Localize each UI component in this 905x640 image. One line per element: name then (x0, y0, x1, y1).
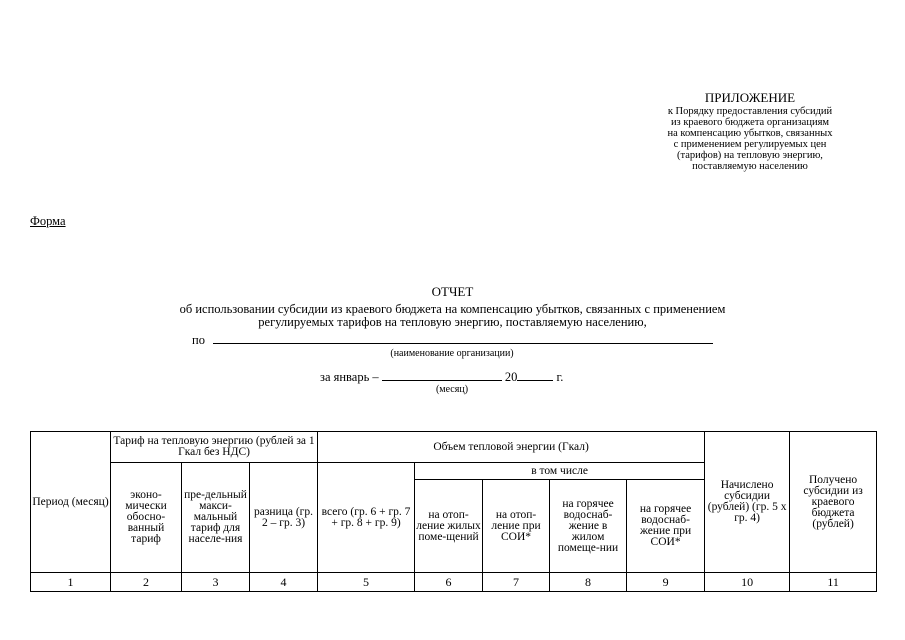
appendix-line: (тарифов) на тепловую энергию, (677, 150, 823, 161)
header-tariff-difference: разница (гр. 2 – гр. 3) (250, 463, 318, 573)
report-subtitle-line1: об использовании субсидии из краевого бюджета на компенсацию убытков, связанных с применением (179, 302, 726, 316)
period-line (320, 369, 563, 385)
header-volume-total: всего (гр. 6 + гр. 7 + гр. 8 + гр. 9) (318, 463, 415, 573)
organization-line (192, 333, 713, 348)
period-suffix: г. (556, 370, 564, 384)
column-number: 10 (705, 573, 790, 592)
report-subtitle-line2: регулируемых тарифов на тепловую энергию, поставляемую населению, (258, 315, 647, 329)
header-heating-soi: на отоп-ление при СОИ* (483, 480, 550, 573)
header-volume-group: Объем тепловой энергии (Гкал) (318, 432, 705, 463)
column-number: 11 (790, 573, 877, 592)
period-caption: (месяц) (435, 384, 469, 395)
appendix-title: ПРИЛОЖЕНИЕ (704, 90, 796, 105)
appendix-line: с применением регулируемых цен (673, 139, 827, 150)
header-hotwater-living: на горячее водоснаб-жение в жилом помеще-нии (550, 480, 627, 573)
appendix-block (560, 90, 905, 172)
column-number: 6 (415, 573, 483, 592)
column-number: 2 (111, 573, 182, 592)
header-received-subsidy: Получено субсидии из краевого бюджета (рублей) (790, 432, 877, 573)
form-label: Форма (30, 214, 66, 228)
header-hotwater-soi: на горячее водоснаб-жение при СОИ* (627, 480, 705, 573)
header-limit-tariff: пре-дельный макси-мальный тариф для населе-ния (182, 463, 250, 573)
column-number: 5 (318, 573, 415, 592)
report-table (30, 431, 877, 592)
organization-field[interactable] (213, 333, 713, 344)
column-number: 8 (550, 573, 627, 592)
period-year-prefix: 20 (504, 370, 518, 384)
column-number: 7 (483, 573, 550, 592)
report-title: ОТЧЕТ (431, 284, 474, 299)
header-period: Период (месяц) (31, 432, 111, 573)
organization-caption: (наименование организации) (390, 348, 514, 359)
header-heating-living: на отоп-ление жилых поме-щений (415, 480, 483, 573)
appendix-line: поставляемую населению (692, 161, 808, 172)
appendix-line: на компенсацию убытков, связанных (667, 128, 833, 139)
column-number-row (31, 573, 877, 592)
header-econ-tariff: эконо-мически обосно-ванный тариф (111, 463, 182, 573)
organization-prefix: по (192, 333, 205, 347)
column-number: 4 (250, 573, 318, 592)
column-number: 1 (31, 573, 111, 592)
header-including: в том числе (415, 463, 705, 480)
appendix-line: к Порядку предоставления субсидий (667, 106, 833, 117)
column-number: 9 (627, 573, 705, 592)
header-tariff-group: Тариф на тепловую энергию (рублей за 1 Гкал без НДС) (111, 432, 318, 463)
period-prefix: за январь – (320, 370, 379, 384)
appendix-line: из краевого бюджета организациям (670, 117, 830, 128)
year-field[interactable] (517, 369, 553, 381)
month-field[interactable] (382, 369, 502, 381)
column-number: 3 (182, 573, 250, 592)
header-accrued-subsidy: Начислено субсидии (рублей) (гр. 5 х гр. 4) (705, 432, 790, 573)
